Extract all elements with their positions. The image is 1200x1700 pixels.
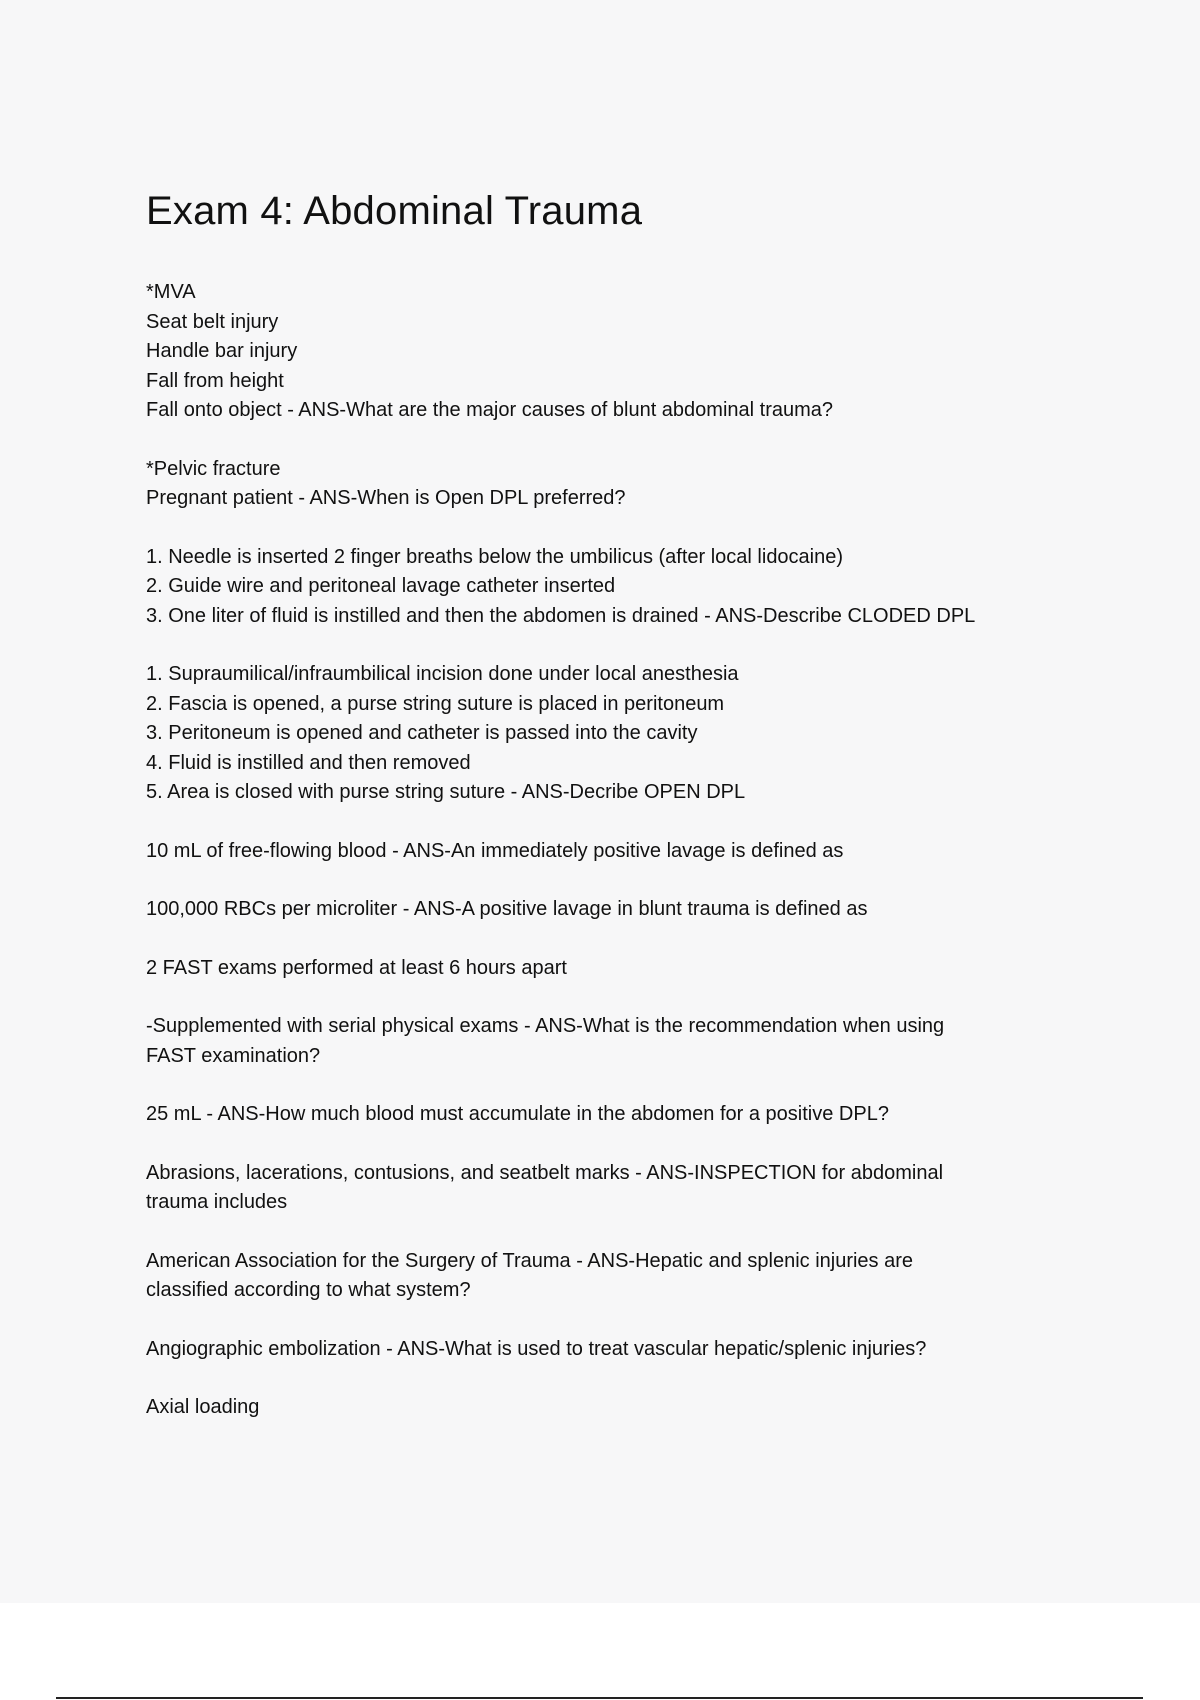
qa-line: Abrasions, lacerations, contusions, and seatbelt marks - ANS-INSPECTION for abdominal [146, 1161, 944, 1184]
qa-line: Fall from height [146, 369, 284, 392]
qa-block [146, 543, 1106, 632]
qa-line: *Pelvic fracture [146, 457, 281, 480]
footer-divider [56, 1697, 1143, 1699]
page-title: Exam 4: Abdominal Trauma [146, 189, 643, 233]
qa-block [146, 455, 1106, 514]
qa-line: 3. Peritoneum is opened and catheter is passed into the cavity [146, 722, 698, 744]
qa-block [146, 1100, 1106, 1130]
qa-block [146, 1393, 1106, 1423]
qa-line: Angiographic embolization - ANS-What is used to treat vascular hepatic/splenic injuries? [146, 1337, 927, 1360]
qa-block [146, 895, 1106, 925]
qa-line: *MVA [146, 281, 196, 303]
qa-line: FAST examination? [146, 1044, 321, 1067]
qa-list [146, 278, 1106, 1423]
qa-line: 10 mL of free-flowing blood - ANS-An immediately positive lavage is defined as [146, 839, 844, 862]
qa-block [146, 1159, 1106, 1218]
qa-line: 3. One liter of fluid is instilled and then the abdomen is drained - ANS-Describe CLODED DPL [146, 604, 976, 627]
qa-line: Handle bar injury [146, 340, 298, 362]
qa-line: -Supplemented with serial physical exams - ANS-What is the recommendation when using [146, 1015, 945, 1037]
qa-line: trauma includes [146, 1191, 288, 1213]
qa-line: American Association for the Surgery of Trauma - ANS-Hepatic and splenic injuries are [146, 1249, 914, 1272]
qa-block [146, 278, 1106, 426]
qa-line: 1. Needle is inserted 2 finger breaths below the umbilicus (after local lidocaine) [146, 545, 844, 568]
qa-block [146, 837, 1106, 867]
qa-line: Axial loading [146, 1396, 260, 1418]
qa-line: Fall onto object - ANS-What are the major causes of blunt abdominal trauma? [146, 399, 834, 421]
qa-line: classified according to what system? [146, 1279, 471, 1301]
qa-line: 2. Fascia is opened, a purse string suture is placed in peritoneum [146, 692, 725, 715]
qa-line: 5. Area is closed with purse string suture - ANS-Decribe OPEN DPL [146, 781, 746, 803]
qa-line: Pregnant patient - ANS-When is Open DPL preferred? [146, 487, 626, 509]
qa-line: 2 FAST exams performed at least 6 hours apart [146, 956, 567, 979]
qa-block [146, 1335, 1106, 1365]
qa-line: 2. Guide wire and peritoneal lavage catheter inserted [146, 575, 616, 597]
qa-block [146, 1012, 1106, 1071]
qa-line: 1. Supraumilical/infraumbilical incision done under local anesthesia [146, 663, 739, 685]
document-content [146, 186, 1106, 1452]
qa-line: 4. Fluid is instilled and then removed [146, 751, 471, 774]
qa-line: Seat belt injury [146, 310, 279, 333]
qa-block [146, 660, 1106, 808]
qa-block [146, 954, 1106, 984]
qa-line: 25 mL - ANS-How much blood must accumulate in the abdomen for a positive DPL? [146, 1103, 889, 1125]
qa-line: 100,000 RBCs per microliter - ANS-A positive lavage in blunt trauma is defined as [146, 898, 868, 920]
qa-block [146, 1247, 1106, 1306]
